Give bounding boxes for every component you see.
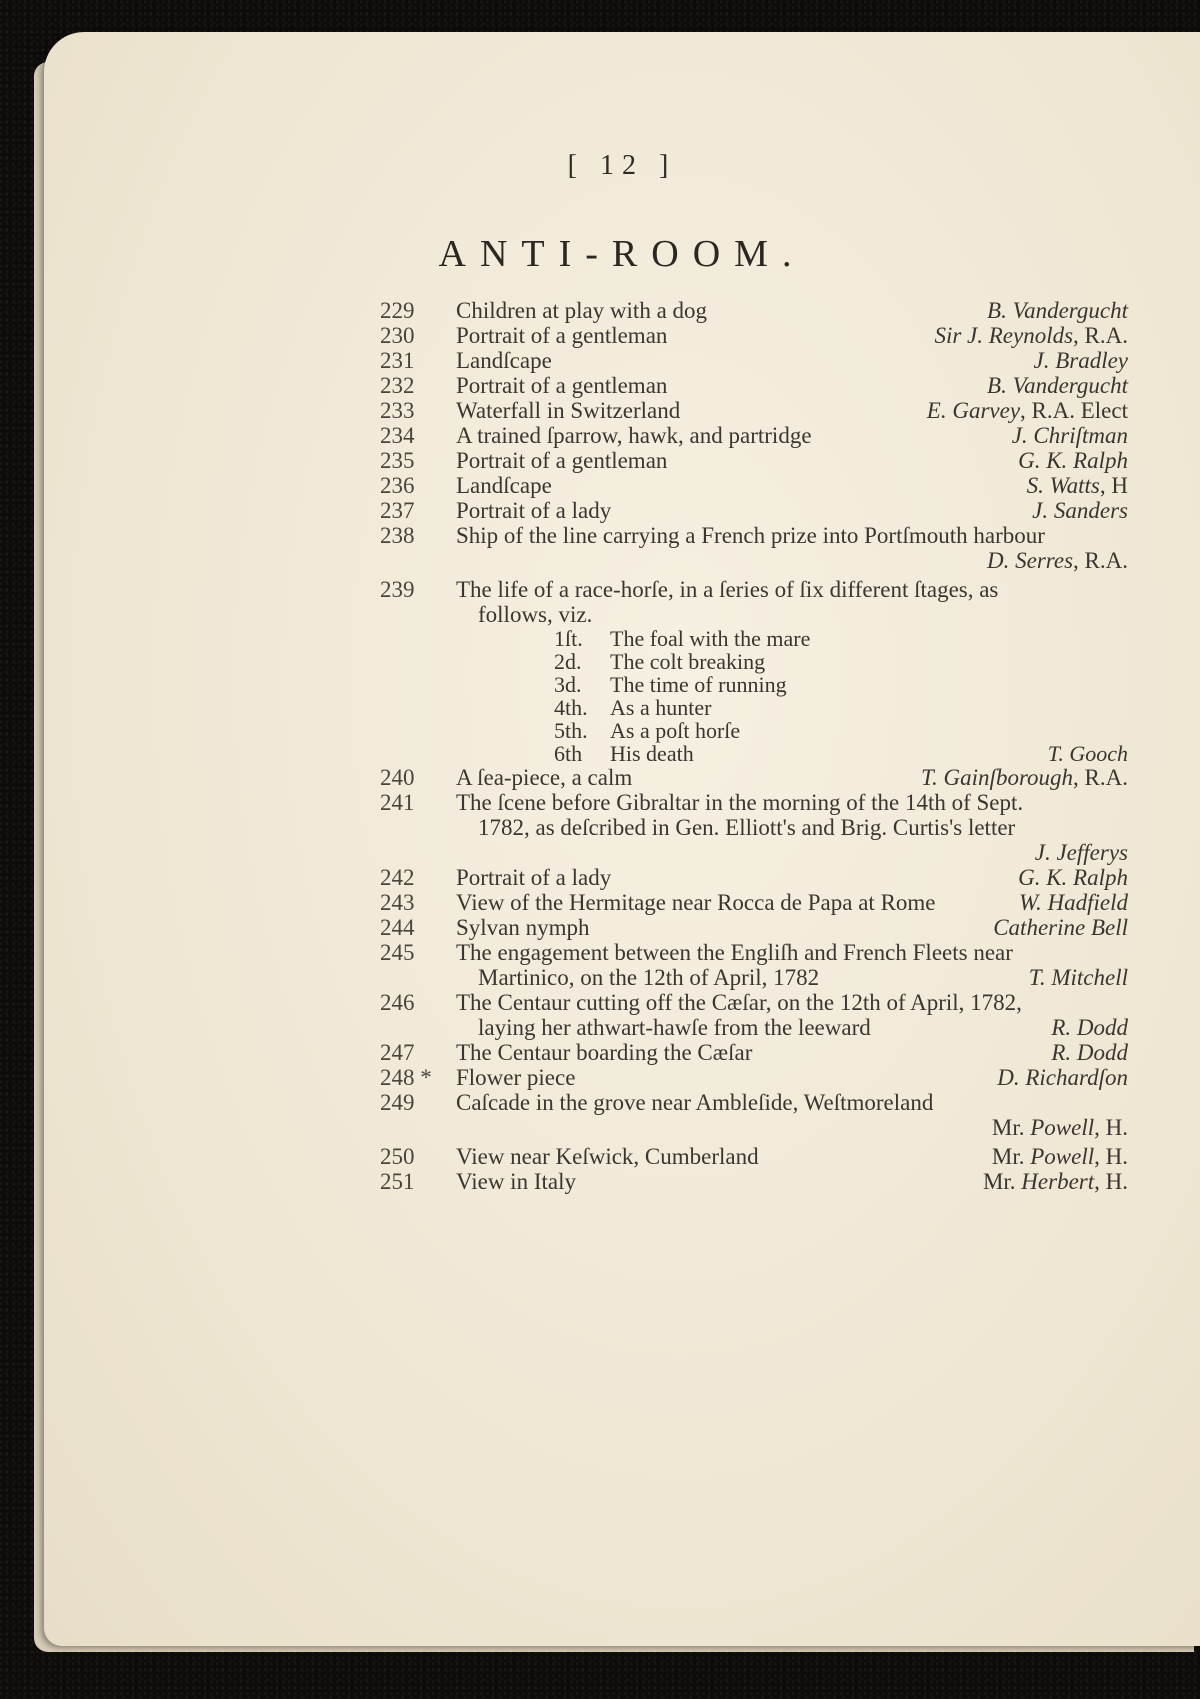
entry-238-artist-line [44,548,1144,573]
entry-artist: R. Dodd [1051,1040,1128,1065]
stage-item [44,627,1144,650]
entry-artist: T. Gainſborough, R.A. [920,765,1128,790]
entry-number: 243 [380,890,415,915]
entry-title: View in Italy [456,1169,576,1194]
entry-number: 251 [380,1169,415,1194]
entry-artist: J. Sanders [1032,498,1128,523]
entry-title: A trained ſparrow, hawk, and partridge [456,423,812,448]
entry-title: Waterfall in Switzerland [456,398,681,423]
entry-number: 233 [380,398,415,423]
entry-artist: T. Mitchell [1028,965,1128,990]
entry-number: 236 [380,473,415,498]
entry-number: 250 [380,1144,415,1169]
entry-title-continued: laying her athwart-hawſe from the leeward [478,1015,871,1040]
entry-title: Children at play with a dog [456,298,708,323]
entry-artist: B. Vandergucht [987,373,1128,398]
entry-230 [44,323,1144,348]
entry-artist: D. Serres, R.A. [987,548,1128,573]
entry-245-line2 [44,965,1144,990]
entry-234 [44,423,1144,448]
entry-title: Portrait of a gentleman [456,373,668,398]
entry-236 [44,473,1144,498]
entry-239-line2 [44,602,1144,627]
stage-text: As a poſt horſe [610,718,741,743]
entry-number: 249 [380,1090,415,1115]
entry-artist: D. Richardſon [997,1065,1128,1090]
catalogue-page [44,32,1200,1646]
stage-text: As a hunter [610,695,712,720]
entry-title: The Centaur boarding the Cæſar [456,1040,753,1065]
entry-242 [44,865,1144,890]
stage-ordinal: 3d. [554,672,582,697]
entry-231 [44,348,1144,373]
stage-text: The foal with the mare [610,626,811,651]
entry-number: 247 [380,1040,415,1065]
entry-title: Portrait of a gentleman [456,323,668,348]
entry-number: 239 [380,577,415,602]
entry-235 [44,448,1144,473]
entry-246 [44,990,1144,1015]
stage-text: The time of running [610,672,787,697]
entry-241-artist-line [44,840,1144,865]
entry-246-line2 [44,1015,1144,1040]
entry-artist: Mr. Herbert, H. [982,1169,1128,1194]
stage-ordinal: 6th [554,741,583,766]
entry-artist: G. K. Ralph [1018,865,1128,890]
entry-243 [44,890,1144,915]
entry-number: 232 [380,373,415,398]
stage-item [44,696,1144,719]
entry-title: The ſcene before Gibraltar in the morning of the 14th of Sept. [456,790,1024,815]
entry-number: 231 [380,348,415,373]
entry-number: 235 [380,448,415,473]
entry-artist: Mr. Powell, H. [991,1144,1128,1169]
entry-245 [44,940,1144,965]
stage-item [44,742,1144,765]
entry-artist: R. Dodd [1051,1015,1128,1040]
entry-title: The engagement between the Engliſh and French Fleets near [456,940,1013,965]
entry-title-continued: follows, viz. [478,602,593,627]
entry-241-line2 [44,815,1144,840]
entry-number: 245 [380,940,415,965]
entry-title: View near Keſwick, Cumberland [456,1144,759,1169]
entry-number: 241 [380,790,415,815]
entry-artist: J. Chriſtman [1011,423,1128,448]
entry-number: 240 [380,765,415,790]
entry-title: View of the Hermitage near Rocca de Papa at Rome [456,890,936,915]
stage-item [44,719,1144,742]
entry-number: 238 [380,523,415,548]
stage-ordinal: 2d. [554,649,582,674]
entry-250 [44,1144,1144,1169]
entry-241 [44,790,1144,815]
entry-number: 230 [380,323,415,348]
entry-title: Landſcape [456,473,552,498]
entry-237 [44,498,1144,523]
entry-number: 248 * [380,1065,432,1090]
stage-ordinal: 1ſt. [554,626,583,651]
entry-title: Landſcape [456,348,552,373]
stage-ordinal: 4th. [554,695,588,720]
section-title: ANTI-ROOM. [438,233,806,275]
entry-number: 229 [380,298,415,323]
stage-ordinal: 5th. [554,718,588,743]
entry-artist: S. Watts, H [1026,473,1128,498]
entry-artist: W. Hadfield [1018,890,1128,915]
entry-number: 234 [380,423,415,448]
entry-title: A ſea-piece, a calm [456,765,633,790]
entry-238 [44,523,1144,548]
entry-title: The Centaur cutting off the Cæſar, on the 12th of April, 1782, [456,990,1022,1015]
entry-title: Ship of the line carrying a French prize into Portſmouth harbour [456,523,1045,548]
entry-249-artist-line [44,1115,1144,1140]
entry-240 [44,765,1144,790]
entry-artist: Sir J. Reynolds, R.A. [934,323,1128,348]
entry-233 [44,398,1144,423]
entry-239 [44,577,1144,602]
entry-artist: G. K. Ralph [1018,448,1128,473]
entry-artist: Catherine Bell [993,915,1128,940]
entry-title: Portrait of a gentleman [456,448,668,473]
entry-title: The life of a race-horſe, in a ſeries of ſix different ſtages, as [456,577,999,602]
entry-232 [44,373,1144,398]
entry-artist: J. Bradley [1033,348,1128,373]
stage-text: The colt breaking [610,649,766,674]
page-number: [ 12 ] [567,150,677,181]
entry-artist: E. Garvey, R.A. Elect [926,398,1128,423]
entry-248 [44,1065,1144,1090]
entry-244 [44,915,1144,940]
entry-artist: T. Gooch [1047,741,1128,766]
entry-title: Sylvan nymph [456,915,590,940]
entry-title: Flower piece [456,1065,576,1090]
entry-number: 246 [380,990,415,1015]
entry-number: 242 [380,865,415,890]
entry-229 [44,298,1144,323]
asterisk-mark: * [420,1065,432,1090]
entry-title: Portrait of a lady [456,498,612,523]
entry-artist: J. Jefferys [1034,840,1128,865]
stage-item [44,673,1144,696]
entry-artist: Mr. Powell, H. [991,1115,1128,1140]
catalogue-list [44,298,1144,1194]
stage-text: His death [610,741,694,766]
entry-title-continued: Martinico, on the 12th of April, 1782 [478,965,820,990]
entry-title: Portrait of a lady [456,865,612,890]
entry-247 [44,1040,1144,1065]
entry-number: 237 [380,498,415,523]
entry-number: 244 [380,915,415,940]
entry-251 [44,1169,1144,1194]
entry-249 [44,1090,1144,1115]
entry-artist: B. Vandergucht [987,298,1128,323]
entry-title-continued: 1782, as deſcribed in Gen. Elliott's and Brig. Curtis's letter [478,815,1016,840]
stage-item [44,650,1144,673]
entry-title: Caſcade in the grove near Ambleſide, Weſtmoreland [456,1090,934,1115]
